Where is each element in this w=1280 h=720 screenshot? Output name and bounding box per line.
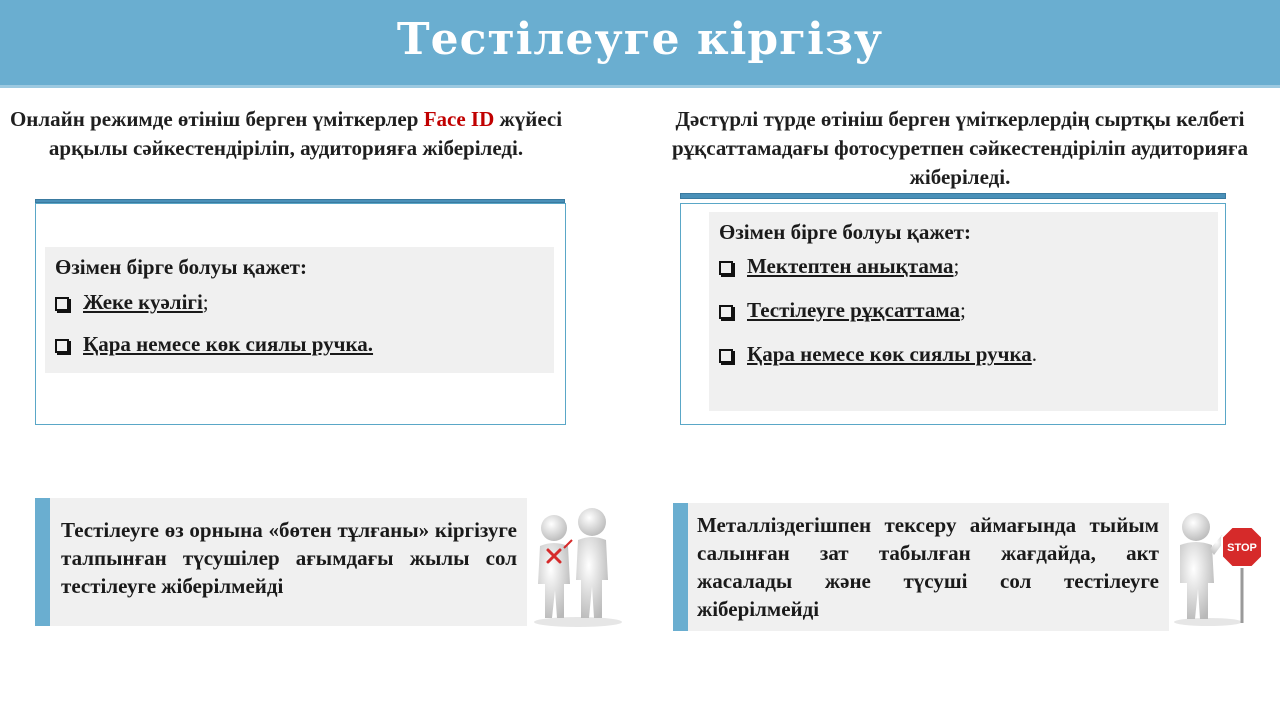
requirement-text: Қара немесе көк сиялы ручка. (83, 332, 374, 356)
title-bar (0, 0, 1280, 88)
requirement-text: Мектептен анықтама (747, 254, 954, 278)
checkbox-icon (719, 261, 733, 275)
right-note-text: Металліздегішпен тексеру аймағында тыйым салынған зат табылған жағдайда, акт жасалады және түсуші сол тестілеуге жіберілмейді (697, 513, 1159, 621)
note-accent-bar (35, 498, 50, 626)
checkbox-icon (719, 349, 733, 363)
checkbox-icon (719, 305, 733, 319)
stop-sign-label: STOP (1227, 542, 1257, 554)
stop-figure-illustration (1168, 505, 1264, 627)
checkbox-icon (55, 297, 69, 311)
right-warning-note (673, 503, 1169, 631)
left-requirements-panel (45, 247, 554, 373)
requirement-punct: ; (960, 298, 966, 322)
requirement-text: Тестілеуге рұқсаттама (747, 298, 961, 322)
left-intro-text (8, 105, 564, 163)
left-intro-after: жүйесі арқылы сәйкестендіріліп, аудиторияға жіберіледі. (48, 107, 563, 160)
left-note-text: Тестілеуге өз орнына «бөтен тұлғаны» кіргізуге талпынған түсушілер ағымдағы жылы сол тестілеуге жіберілмейді (61, 518, 517, 598)
requirement-text: Қара немесе көк сиялы ручка (747, 342, 1032, 366)
list-item (719, 342, 1208, 367)
left-intro-before: Онлайн режимде өтініш берген үміткерлер (9, 107, 424, 131)
list-item (719, 298, 1208, 323)
list-item (719, 254, 1208, 279)
requirement-punct: ; (202, 290, 209, 314)
right-requirements-heading: Өзімен бірге болуы қажет: (719, 220, 971, 244)
list-item (55, 290, 544, 315)
requirement-punct: ; (953, 254, 960, 278)
requirement-text: Жеке куәлігі (83, 290, 203, 314)
right-intro-text: Дәстүрлі түрде өтініш берген үміткерлердің сыртқы келбеті рұқсаттамадағы фотосуретпен сәйкестендіріліп аудиторияға жіберіледі. (671, 107, 1249, 189)
checkbox-icon (55, 339, 69, 353)
left-divider (35, 199, 565, 203)
left-warning-note (35, 498, 527, 626)
right-requirements-panel (709, 212, 1218, 411)
face-id-highlight: Face ID (423, 107, 495, 131)
right-divider (680, 193, 1226, 199)
page-title: Тестілеуге кіргізу (396, 14, 884, 65)
note-accent-bar (673, 503, 688, 631)
list-item (55, 332, 544, 357)
left-requirements-heading: Өзімен бірге болуы қажет: (55, 255, 307, 279)
people-figures-illustration (526, 500, 630, 628)
requirement-punct: . (1031, 342, 1038, 366)
